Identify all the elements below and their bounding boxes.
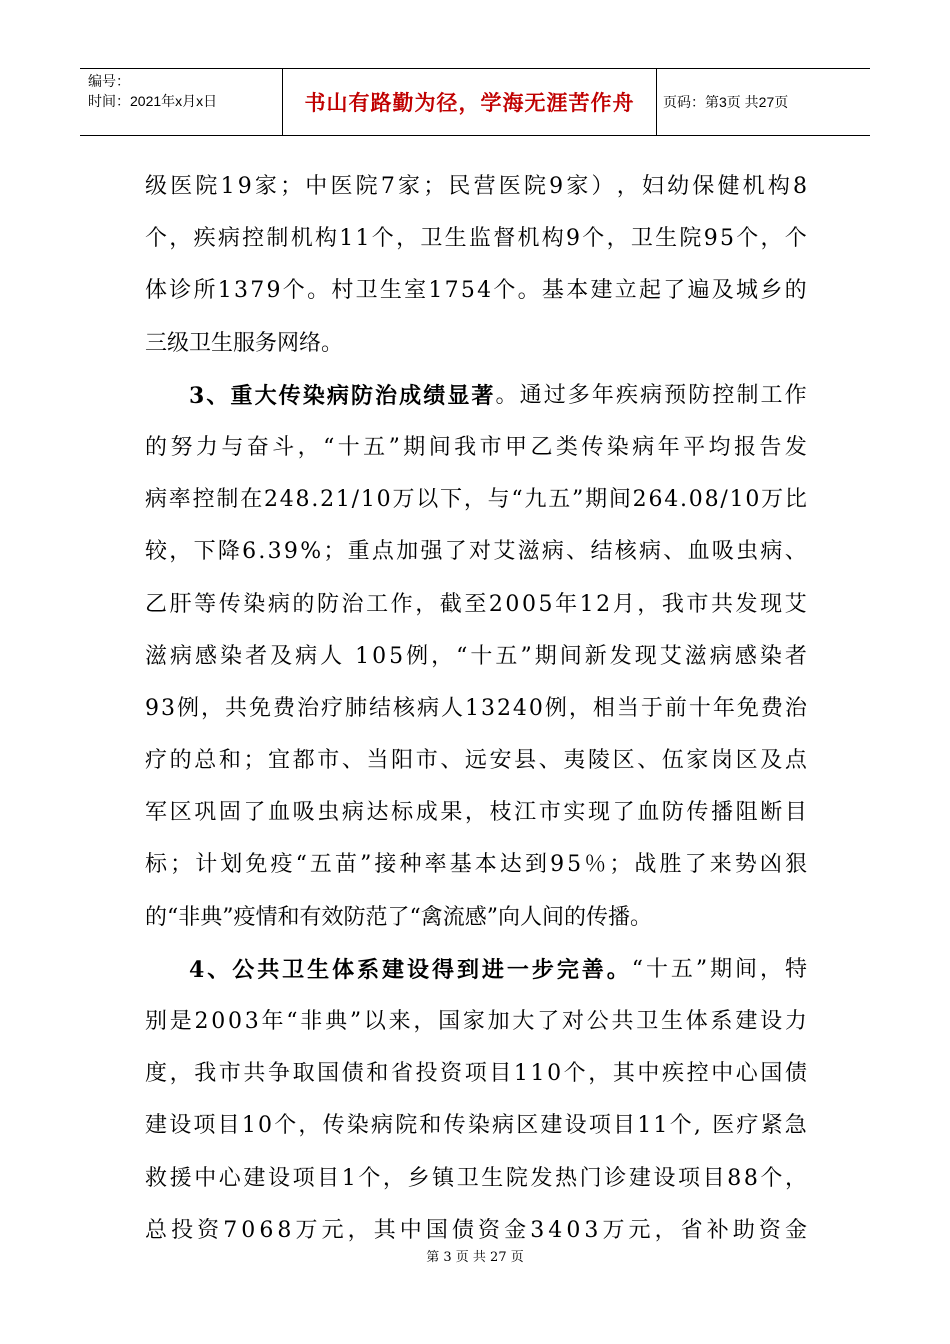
- text-line: 建 设 项 目 1 0 个 ， 传 染 病 院 和 传 染 病 区 建 设 项 目 1 1 个 , 医 疗 紧 急: [145, 1113, 807, 1139]
- header-meta: [80, 69, 283, 135]
- text-line: 级 医 院 1 9 家 ； 中 医 院 7 家 ； 民 营 医 院 9 家 ） ， 妇 幼 保 健 机 构 8: [145, 174, 807, 199]
- text-line: [145, 318, 807, 370]
- text-line: 3 、 重 大 传 染 病 防 治 成 绩 显 著 。 通 过 多 年 疾 病 预 防 控 制 工 作: [189, 382, 807, 409]
- text-line: 军 区 巩 固 了 血 吸 虫 病 达 标 成 果 ， 枝 江 市 实 现 了 血 防 传 播 阻 断 目: [145, 800, 807, 826]
- text-line: 救 援 中 心 建 设 项 目 1 个 ， 乡 镇 卫 生 院 发 热 门 诊 建 设 项 目 8 8 个 ，: [145, 1165, 807, 1191]
- number-label: 编号：: [88, 73, 130, 89]
- text-line: 较 ， 下 降 6 . 3 9 % ； 重 点 加 强 了 对 艾 滋 病 、 结 核 病 、 血 吸 虫 病 、: [145, 539, 807, 565]
- time-label: 时间：2021年x月x日: [88, 93, 218, 109]
- page-header: [80, 68, 870, 136]
- text-line: 4 、 公 共 卫 生 体 系 建 设 得 到 进 一 步 完 善 。 “ 十 五 ” 期 间 ， 特: [189, 956, 807, 983]
- text-line: [145, 892, 807, 944]
- text-line: 别 是 2 0 0 3 年 “ 非 典 ” 以 来 ， 国 家 加 大 了 对 公 共 卫 生 体 系 建 设 力: [145, 1009, 807, 1034]
- text-line: 病 率 控 制 在 2 4 8 . 2 1 / 1 0 万 以 下 ， 与 “ 九 五 ” 期 间 2 6 4 . 0 8 / 1 0 万 比: [145, 487, 807, 513]
- page-footer: 第 3 页 共 27 页: [426, 1250, 524, 1265]
- text-line: 度 ， 我 市 共 争 取 国 债 和 省 投 资 项 目 1 1 0 个 ， 其 中 疾 控 中 心 国 债: [145, 1061, 807, 1087]
- text-line: 体 诊 所 1 3 7 9 个 。 村 卫 生 室 1 7 5 4 个 。 基 本 建 立 起 了 遍 及 城 乡 的: [145, 278, 807, 304]
- text-line: 9 3 例 ， 共 免 费 治 疗 肺 结 核 病 人 1 3 2 4 0 例 ， 相 当 于 前 十 年 免 费 治: [145, 695, 807, 721]
- text-line: 标 ； 计 划 免 疫 “ 五 苗 ” 接 种 率 基 本 达 到 9 5 ％ ； 战 胜 了 来 势 凶 狠: [145, 852, 807, 878]
- header-motto: 书山有路勤为径，学海无涯苦作舟: [283, 69, 657, 135]
- text-line: 乙 肝 等 传 染 病 的 防 治 工 作 ， 截 至 2 0 0 5 年 1 2 月 ， 我 市 共 发 现 艾: [145, 591, 807, 617]
- text-line: 的 努 力 与 奋 斗 ， “ 十 五 ” 期 间 我 市 甲 乙 类 传 染 病 年 平 均 报 告 发: [145, 434, 807, 460]
- text-line: 个 ， 疾 病 控 制 机 构 1 1 个 ， 卫 生 监 督 机 构 9 个 ， 卫 生 院 9 5 个 ， 个: [145, 226, 807, 252]
- text-line: 滋 病 感 染 者 及 病 人 1 0 5 例 ， “ 十 五 ” 期 间 新 发 现 艾 滋 病 感 染 者: [145, 643, 807, 669]
- paragraph-text: 的“非典”疫情和有效防范了“禽流感”向人间的传播。: [145, 904, 652, 930]
- paragraph-text: 三级卫生服务网络。: [145, 330, 344, 356]
- text-line: 总 投 资 7 0 6 8 万 元 ， 其 中 国 债 资 金 3 4 0 3 万 元 ， 省 补 助 资 金: [145, 1217, 807, 1243]
- text-line: 疗 的 总 和 ； 宜 都 市 、 当 阳 市 、 远 安 县 、 夷 陵 区 、 伍 家 岗 区 及 点: [145, 748, 807, 774]
- document-body: [145, 161, 807, 1257]
- header-page-label: 页码：第3页 共27页: [663, 94, 789, 110]
